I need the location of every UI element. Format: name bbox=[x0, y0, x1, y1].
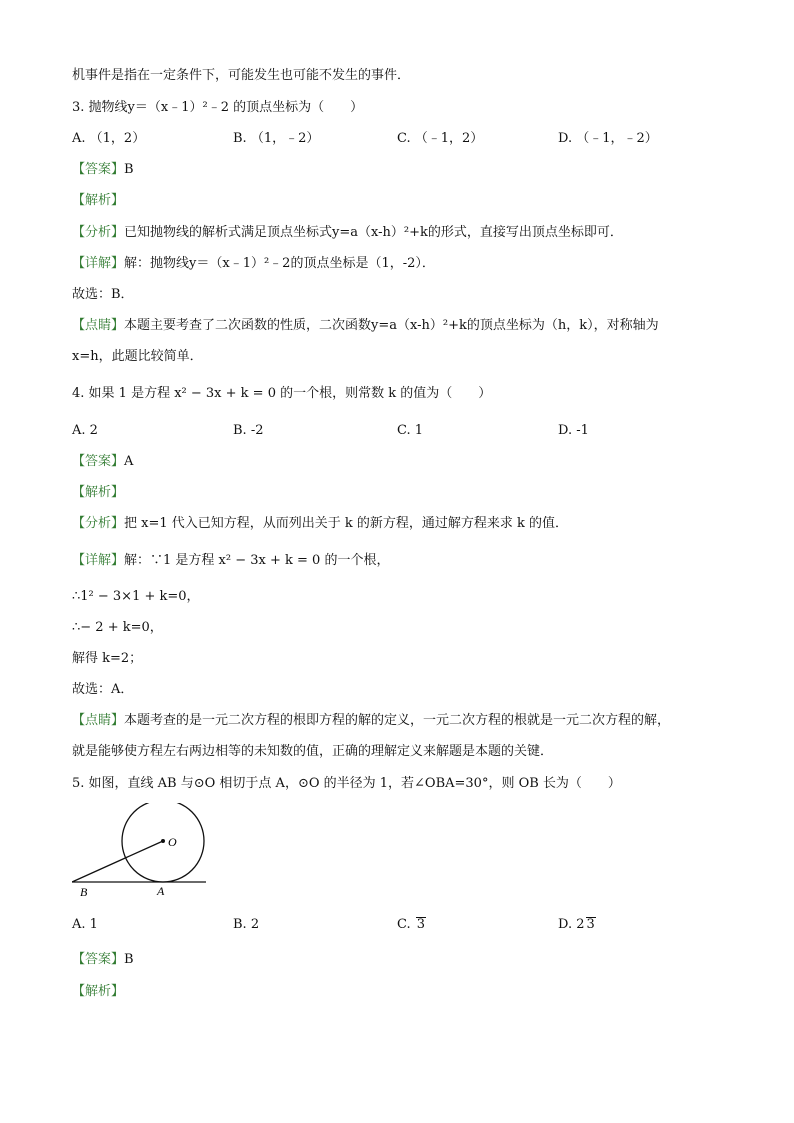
q4-step3: 解得 k=2； bbox=[72, 651, 143, 666]
q5-analysis-heading bbox=[72, 983, 124, 1001]
q5-option-a: A. 1 bbox=[72, 917, 98, 932]
q3-fenxi: 【分析】已知抛物线的解析式满足顶点坐标式y=a（x-h）²+k的形式，直接写出顶点坐标即可． bbox=[72, 225, 623, 240]
segment-ob bbox=[72, 841, 163, 882]
q4-step1: ∴1² − 3×1 + k=0， bbox=[72, 589, 200, 604]
q3-xiangjie: 【详解】解：抛物线y＝（x﹣1）²﹣2的顶点坐标是（1，-2）． bbox=[72, 256, 435, 271]
label-b: B bbox=[80, 885, 88, 899]
fenxi-tag: 【分析】 bbox=[72, 225, 125, 240]
question-5-stem: 5. 如图，直线 AB 与⊙O 相切于点 A，⊙O 的半径为 1，若∠OBA=30°，则 OB 长为（ ） bbox=[72, 776, 621, 791]
answer-tag: 【答案】 bbox=[72, 454, 125, 469]
sqrt-three: 3 bbox=[416, 917, 426, 932]
q3-dianjing: 【点睛】本题主要考查了二次函数的性质，二次函数y=a（x-h）²+k的顶点坐标为（h，k），对称轴为 bbox=[72, 318, 659, 333]
q5-option-c: C. 3 bbox=[397, 917, 426, 932]
analysis-tag: 【解析】 bbox=[72, 193, 125, 208]
q4-option-b: B. -2 bbox=[233, 423, 264, 438]
q3-option-a: A. （1，2） bbox=[72, 131, 146, 146]
q3-option-d: D. （﹣1，﹣2） bbox=[558, 131, 658, 146]
q5-option-b: B. 2 bbox=[233, 917, 260, 932]
q3-choice: 故选：B． bbox=[72, 287, 134, 302]
analysis-tag: 【解析】 bbox=[72, 485, 125, 500]
answer-tag: 【答案】 bbox=[72, 162, 125, 177]
q4-dianjing-cont: 就是能够使方程左右两边相等的未知数的值，正确的理解定义来解题是本题的关键． bbox=[72, 744, 554, 759]
q4-xiangjie: 【详解】解：∵1 是方程 x² − 3x + k = 0 的一个根， bbox=[72, 553, 390, 568]
q5-answer: 【答案】B bbox=[72, 952, 134, 967]
tangent-circle-figure bbox=[72, 803, 208, 899]
label-o: O bbox=[168, 835, 177, 849]
q3-option-b: B. （1，﹣2） bbox=[233, 131, 320, 146]
q4-option-d: D. -1 bbox=[558, 423, 589, 438]
fenxi-tag: 【分析】 bbox=[72, 516, 125, 531]
q4-fenxi: 【分析】把 x=1 代入已知方程，从而列出关于 k 的新方程，通过解方程来求 k 的值． bbox=[72, 516, 569, 531]
xiangjie-tag: 【详解】 bbox=[72, 256, 125, 271]
q4-dianjing: 【点睛】本题考查的是一元二次方程的根即方程的解的定义，一元二次方程的根就是一元二次方程的解， bbox=[72, 713, 671, 728]
question-4-stem: 4. 如果 1 是方程 x² − 3x + k = 0 的一个根，则常数 k 的值为（ ） bbox=[72, 386, 492, 401]
dianjing-tag: 【点睛】 bbox=[72, 318, 125, 333]
answer-tag: 【答案】 bbox=[72, 952, 125, 967]
label-a: A bbox=[157, 884, 165, 898]
dianjing-tag: 【点睛】 bbox=[72, 713, 125, 728]
q4-option-a: A. 2 bbox=[72, 423, 98, 438]
q4-answer: 【答案】A bbox=[72, 454, 134, 469]
sqrt-three: 3 bbox=[586, 917, 595, 932]
q3-analysis-heading bbox=[72, 192, 124, 210]
q3-answer: 【答案】B bbox=[72, 162, 134, 177]
q3-option-c: C. （﹣1，2） bbox=[397, 131, 484, 146]
q4-step2: ∴− 2 + k=0， bbox=[72, 620, 163, 635]
q4-analysis-heading bbox=[72, 484, 124, 502]
q4-option-c: C. 1 bbox=[397, 423, 424, 438]
center-point bbox=[161, 839, 165, 843]
question-3-stem: 3. 抛物线y＝（x﹣1）²﹣2 的顶点坐标为（ ） bbox=[72, 100, 364, 115]
xiangjie-tag: 【详解】 bbox=[72, 553, 125, 568]
q4-choice: 故选：A． bbox=[72, 682, 134, 697]
text-line: 机事件是指在一定条件下，可能发生也可能不发生的事件． bbox=[72, 68, 411, 83]
q5-option-d: D. 2 3 bbox=[558, 917, 595, 932]
q3-dianjing-cont: x=h，此题比较简单． bbox=[72, 349, 203, 364]
analysis-tag: 【解析】 bbox=[72, 984, 125, 999]
